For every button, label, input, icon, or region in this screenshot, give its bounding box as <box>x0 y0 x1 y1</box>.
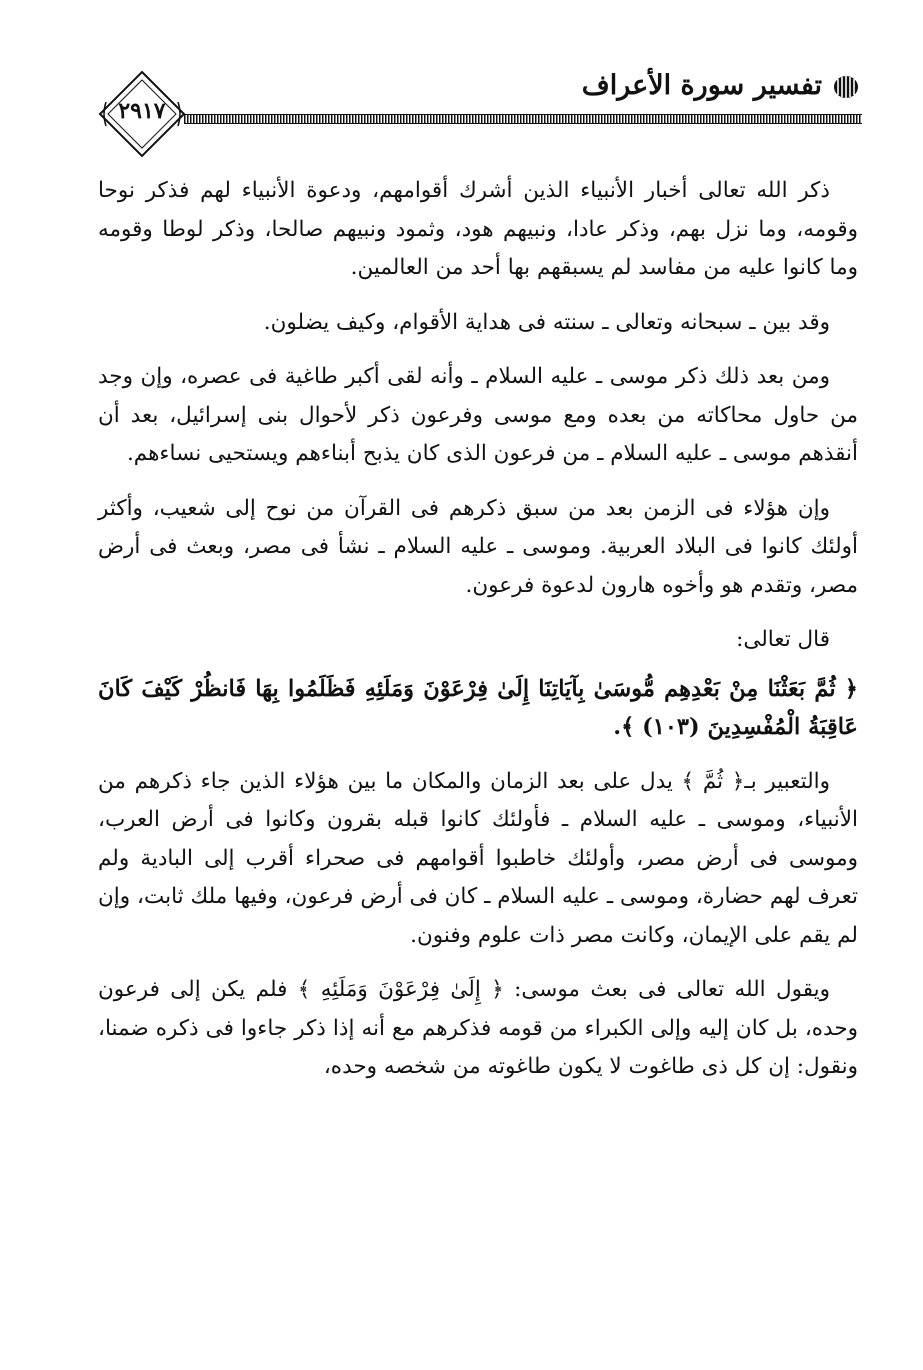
paragraph: وإن هؤلاء فى الزمن بعد من سبق ذكرهم فى القرآن من نوح إلى شعيب، وأكثر أولئك كانوا فى البلاد العربية. وموسى ـ عليه السلام ـ نشأ فى مصر، وبعث فى أرض مصر، وتقدم هو وأخوه هارون لدعوة فرعون. <box>98 495 858 598</box>
paragraph: والتعبير بـ﴿ ثُمَّ ﴾ يدل على بعد الزمان والمكان ما بين هؤلاء الذين جاء ذكرهم من الأنبياء، وموسى ـ عليه السلام ـ فأولئك كانوا قبله بقرون وكانوا فى أرض العرب، وموسى فى أرض مصر، وأولئك خاطبوا أقوامهم فى صحراء أقرب إلى البادية ولم تعرف لهم حضارة، وموسى ـ عليه السلام ـ كان فى أرض فرعون، وفيها ملك ثابت، وإن لم يقم على الإيمان، وكانت مصر ذات علوم وفنون. <box>98 768 858 948</box>
header-rule <box>184 114 862 124</box>
running-title: تفسير سورة الأعراف <box>581 70 822 101</box>
quran-verse: ﴿ ثُمَّ بَعَثْنَا مِنْ بَعْدِهِم مُّوسَىٰ بِآيَاتِنَا إِلَىٰ فِرْعَوْنَ وَمَلَئِهِ فَظَلَمُوا بِهَا فَانظُرْ كَيْفَ كَانَ عَاقِبَةُ الْمُفْسِدِينَ (١٠٣) ﴾. <box>98 675 858 740</box>
ornament-icon <box>832 74 860 100</box>
page-body <box>98 172 858 1103</box>
page-number: ٢٩١٧ <box>118 98 166 124</box>
verse-intro: قال تعالى: <box>736 627 830 652</box>
paragraph: وقد بين ـ سبحانه وتعالى ـ سنته فى هداية الأقوام، وكيف يضلون. <box>263 309 830 335</box>
paragraph: ومن بعد ذلك ذكر موسى ـ عليه السلام ـ وأنه لقى أكبر طاغية فى عصره، وإن وجد من حاول محاكاته من بعده ومع موسى وفرعون ذكر لأحوال بنى إسرائيل، بعد أن أنقذهم موسى ـ عليه السلام ـ من فرعون الذى كان يذبح أبناءهم ويستحيى نساءهم. <box>98 364 858 466</box>
page-header <box>98 60 868 160</box>
page-number-badge <box>98 70 186 158</box>
paragraph: ويقول الله تعالى فى بعث موسى: ﴿ إِلَىٰ فِرْعَوْنَ وَمَلَئِهِ ﴾ فلم يكن إلى فرعون وحده، بل كان إليه وإلى الكبراء من قومه فذكرهم مع أنه إذا ذكر جاءوا فى ذكره ضمنا، ونقول: إن كل ذى طاغوت لا يكون طاغوته من شخصه وحده، <box>98 977 858 1079</box>
paragraph: ذكر الله تعالى أخبار الأنبياء الذين أشرك أقوامهم، ودعوة الأنبياء لهم فذكر نوحا وقومه، وما نزل بهم، وذكر عادا، ونبيهم هود، وثمود ونبيهم صالحا، وذكر لوطا وقومه وما كانوا عليه من مفاسد لم يسبقهم بها أحد من العالمين. <box>98 178 858 280</box>
